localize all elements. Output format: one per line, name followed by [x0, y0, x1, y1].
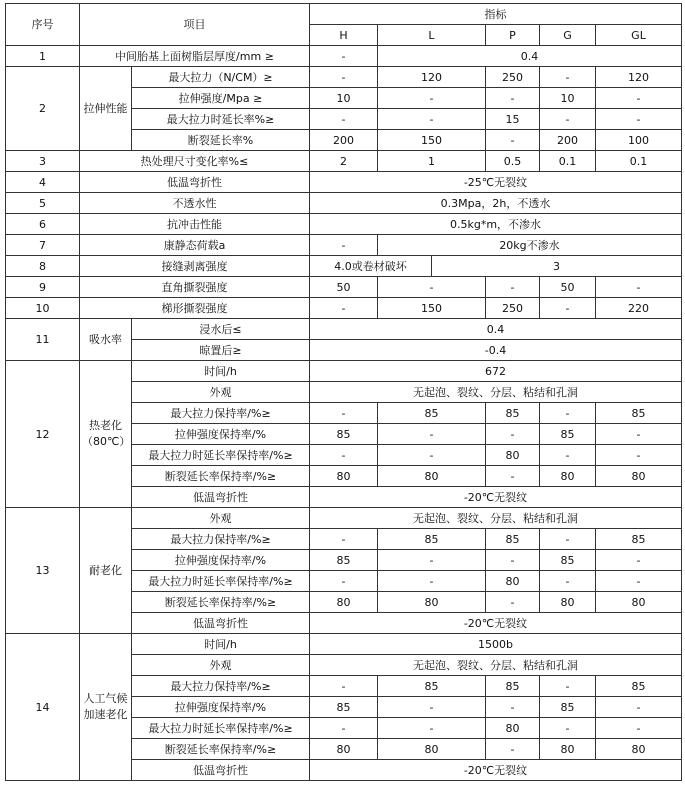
cell-l: 85 [378, 403, 486, 424]
cell-p: 85 [486, 529, 540, 550]
table-row [6, 214, 682, 235]
row-no: 9 [6, 277, 80, 298]
spec-table-wrapper [5, 3, 682, 781]
cell-gl: 80 [596, 466, 682, 487]
table-row [6, 361, 682, 382]
cell-gl: 85 [596, 529, 682, 550]
row-no: 10 [6, 298, 80, 319]
row-no: 14 [6, 634, 80, 781]
cell-merged: 0.5kg*m，不渗水 [310, 214, 682, 235]
cell-g: - [540, 109, 596, 130]
cell-h: - [310, 529, 378, 550]
cell-h: - [310, 46, 378, 67]
row-group-line1: 人工气候 [83, 692, 128, 705]
cell-l: 150 [378, 298, 486, 319]
row-no: 1 [6, 46, 80, 67]
row-name: 接缝剥离强度 [80, 256, 310, 277]
header-index: 指标 [310, 4, 682, 25]
table-row [6, 277, 682, 298]
cell-g: - [540, 445, 596, 466]
cell-merged: 无起泡、裂纹、分层、粘结和孔洞 [310, 382, 682, 403]
cell-h: 85 [310, 697, 378, 718]
cell-merged: 无起泡、裂纹、分层、粘结和孔洞 [310, 508, 682, 529]
row-name: 梯形撕裂强度 [80, 298, 310, 319]
row-name: 中间胎基上面树脂层厚度/mm ≥ [80, 46, 310, 67]
cell-hl: 4.0或卷材破坏 [310, 256, 432, 277]
row-name: 低温弯折性 [132, 487, 310, 508]
cell-g: 0.1 [540, 151, 596, 172]
cell-gl: - [596, 277, 682, 298]
header-col-h: H [310, 25, 378, 46]
cell-gl: - [596, 109, 682, 130]
cell-p: - [486, 466, 540, 487]
header-col-gl: GL [596, 25, 682, 46]
cell-l: 85 [378, 529, 486, 550]
table-row [6, 298, 682, 319]
cell-g: 80 [540, 466, 596, 487]
cell-gl: - [596, 697, 682, 718]
table-row [6, 319, 682, 340]
row-name: 断裂延长率% [132, 130, 310, 151]
cell-p: - [486, 277, 540, 298]
cell-h: - [310, 571, 378, 592]
row-name: 最大拉力时延长率%≥ [132, 109, 310, 130]
cell-h: 200 [310, 130, 378, 151]
cell-g: - [540, 67, 596, 88]
cell-p: - [486, 130, 540, 151]
cell-h: - [310, 718, 378, 739]
row-no: 8 [6, 256, 80, 277]
cell-l: - [378, 424, 486, 445]
cell-merged: 3 [432, 256, 682, 277]
cell-g: 200 [540, 130, 596, 151]
cell-l: 80 [378, 739, 486, 760]
cell-l: - [378, 697, 486, 718]
row-name: 断裂延长率保持率/%≥ [132, 739, 310, 760]
row-name: 最大拉力保持率/%≥ [132, 676, 310, 697]
cell-g: 85 [540, 697, 596, 718]
cell-h: - [310, 67, 378, 88]
row-name: 热处理尺寸变化率%≤ [80, 151, 310, 172]
cell-merged: 无起泡、裂纹、分层、粘结和孔洞 [310, 655, 682, 676]
row-no: 2 [6, 67, 80, 151]
cell-gl: 85 [596, 403, 682, 424]
row-name: 拉伸强度保持率/% [132, 697, 310, 718]
cell-h: 80 [310, 739, 378, 760]
cell-p: - [486, 697, 540, 718]
cell-p: - [486, 88, 540, 109]
cell-l: - [378, 550, 486, 571]
cell-p: 80 [486, 718, 540, 739]
cell-gl: - [596, 424, 682, 445]
cell-gl: 220 [596, 298, 682, 319]
cell-h: - [310, 109, 378, 130]
cell-gl: 0.1 [596, 151, 682, 172]
table-row [6, 67, 682, 88]
cell-gl: - [596, 445, 682, 466]
row-group: 耐老化 [80, 508, 132, 634]
cell-merged: 1500b [310, 634, 682, 655]
row-name: 最大拉力（N/CM）≥ [132, 67, 310, 88]
cell-p: 85 [486, 676, 540, 697]
table-row [6, 634, 682, 655]
cell-h: 80 [310, 466, 378, 487]
cell-h: 85 [310, 424, 378, 445]
cell-p: - [486, 424, 540, 445]
spec-table [5, 3, 682, 781]
cell-p: - [486, 550, 540, 571]
cell-merged: -0.4 [310, 340, 682, 361]
cell-g: - [540, 676, 596, 697]
table-row [6, 256, 682, 277]
row-group-line2: 加速老化 [83, 708, 128, 721]
row-group: 吸水率 [80, 319, 132, 361]
table-row [6, 193, 682, 214]
header-no: 序号 [6, 4, 80, 46]
row-name: 低温弯折性 [132, 760, 310, 781]
row-name: 外观 [132, 382, 310, 403]
cell-gl: - [596, 88, 682, 109]
row-name: 拉伸强度保持率/% [132, 424, 310, 445]
row-name: 低温弯折性 [132, 613, 310, 634]
cell-p: 85 [486, 403, 540, 424]
cell-l: 150 [378, 130, 486, 151]
row-name: 时间/h [132, 634, 310, 655]
cell-l: 85 [378, 676, 486, 697]
row-name: 拉伸强度/Mpa ≥ [132, 88, 310, 109]
cell-g: 85 [540, 424, 596, 445]
header-item: 项目 [80, 4, 310, 46]
cell-l: - [378, 571, 486, 592]
row-name: 最大拉力时延长率保持率/%≥ [132, 718, 310, 739]
row-group-line2: （80℃） [82, 435, 131, 448]
cell-g: - [540, 298, 596, 319]
row-name: 低温弯折性 [80, 172, 310, 193]
row-no: 6 [6, 214, 80, 235]
table-row [6, 46, 682, 67]
cell-g: - [540, 571, 596, 592]
cell-g: - [540, 403, 596, 424]
cell-gl: 120 [596, 67, 682, 88]
cell-merged: 672 [310, 361, 682, 382]
cell-gl: - [596, 550, 682, 571]
cell-g: 80 [540, 592, 596, 613]
cell-g: 80 [540, 739, 596, 760]
row-no: 4 [6, 172, 80, 193]
cell-gl: - [596, 718, 682, 739]
cell-g: 85 [540, 550, 596, 571]
row-no: 11 [6, 319, 80, 361]
cell-gl: 80 [596, 739, 682, 760]
cell-merged: 0.4 [378, 46, 682, 67]
row-name: 康静态荷载a [80, 235, 310, 256]
cell-l: 80 [378, 592, 486, 613]
cell-h: - [310, 676, 378, 697]
cell-gl: 80 [596, 592, 682, 613]
cell-merged: -20℃无裂纹 [310, 613, 682, 634]
cell-h: 85 [310, 550, 378, 571]
row-name: 最大拉力保持率/%≥ [132, 403, 310, 424]
cell-l: - [378, 88, 486, 109]
cell-gl: - [596, 571, 682, 592]
cell-merged: 0.3Mpa，2h，不透水 [310, 193, 682, 214]
cell-l: - [378, 277, 486, 298]
row-name: 断裂延长率保持率/%≥ [132, 592, 310, 613]
row-no: 12 [6, 361, 80, 508]
row-group-line1: 热老化 [89, 419, 122, 432]
row-no: 13 [6, 508, 80, 634]
row-name: 直角撕裂强度 [80, 277, 310, 298]
table-row [6, 235, 682, 256]
header-col-p: P [486, 25, 540, 46]
cell-l: - [378, 109, 486, 130]
cell-h: 80 [310, 592, 378, 613]
table-row [6, 151, 682, 172]
row-name: 最大拉力保持率/%≥ [132, 529, 310, 550]
row-group [80, 634, 132, 781]
header-row [6, 4, 682, 25]
cell-gl: 85 [596, 676, 682, 697]
cell-p: - [486, 739, 540, 760]
cell-merged: -20℃无裂纹 [310, 760, 682, 781]
cell-p: - [486, 592, 540, 613]
cell-l: 120 [378, 67, 486, 88]
cell-p: 15 [486, 109, 540, 130]
cell-gl: 100 [596, 130, 682, 151]
row-no: 5 [6, 193, 80, 214]
cell-l: 1 [378, 151, 486, 172]
table-row [6, 172, 682, 193]
cell-merged: 0.4 [310, 319, 682, 340]
cell-g: - [540, 718, 596, 739]
cell-h: 10 [310, 88, 378, 109]
row-name: 拉伸强度保持率/% [132, 550, 310, 571]
row-name: 最大拉力时延长率保持率/%≥ [132, 445, 310, 466]
row-name: 最大拉力时延长率保持率/%≥ [132, 571, 310, 592]
header-col-l: L [378, 25, 486, 46]
row-name: 浸水后≤ [132, 319, 310, 340]
cell-h: - [310, 445, 378, 466]
cell-h: - [310, 298, 378, 319]
row-name: 时间/h [132, 361, 310, 382]
cell-l: 80 [378, 466, 486, 487]
cell-p: 250 [486, 298, 540, 319]
cell-p: 250 [486, 67, 540, 88]
cell-h: 50 [310, 277, 378, 298]
cell-g: - [540, 529, 596, 550]
cell-p: 80 [486, 445, 540, 466]
header-col-g: G [540, 25, 596, 46]
row-no: 7 [6, 235, 80, 256]
row-name: 不透水性 [80, 193, 310, 214]
row-group [80, 361, 132, 508]
cell-g: 50 [540, 277, 596, 298]
row-name: 抗冲击性能 [80, 214, 310, 235]
cell-h: 2 [310, 151, 378, 172]
row-group: 拉伸性能 [80, 67, 132, 151]
cell-l: - [378, 445, 486, 466]
row-name: 外观 [132, 655, 310, 676]
cell-merged: 20kg不渗水 [378, 235, 682, 256]
cell-l: - [378, 718, 486, 739]
row-name: 晾置后≥ [132, 340, 310, 361]
cell-merged: -25℃无裂纹 [310, 172, 682, 193]
cell-p: 80 [486, 571, 540, 592]
row-no: 3 [6, 151, 80, 172]
row-name: 外观 [132, 508, 310, 529]
row-name: 断裂延长率保持率/%≥ [132, 466, 310, 487]
cell-h: - [310, 403, 378, 424]
cell-merged: -20℃无裂纹 [310, 487, 682, 508]
cell-p: 0.5 [486, 151, 540, 172]
cell-h: - [310, 235, 378, 256]
table-row [6, 508, 682, 529]
cell-g: 10 [540, 88, 596, 109]
